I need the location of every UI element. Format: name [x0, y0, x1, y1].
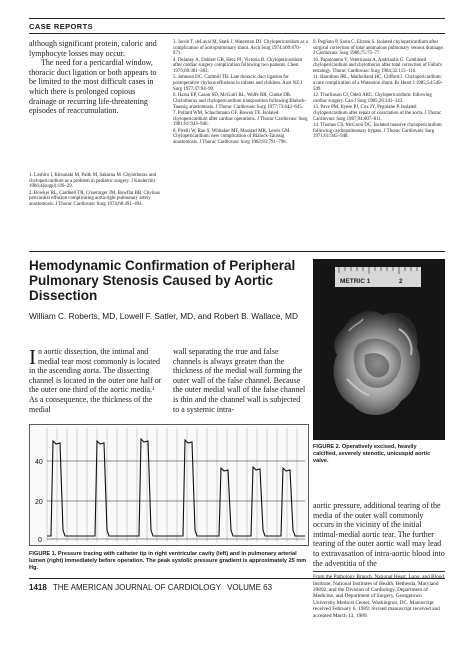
drop-cap: I	[29, 345, 36, 369]
article-col2	[173, 347, 306, 414]
ruler-label: METRIC 1	[340, 278, 371, 285]
affiliation-rule	[313, 571, 445, 572]
references-col3	[313, 40, 445, 141]
article-col1	[29, 347, 162, 414]
reference-item: 8. Pirelli W, Rao S, Whitaker MF, Mosstad MK, Lewis GM. Chylopericardium: new complication of Blalock-Taussig anastomosis. J Thorac Cardiovasc Surg 1982;83:791–798.	[173, 128, 291, 145]
article-authors: William C. Roberts, MD, Lowell F. Satler, MD, and Robert B. Wallace, MD	[29, 311, 298, 321]
footer-rule	[29, 578, 445, 579]
figure1-caption	[29, 551, 309, 571]
y-tick-label: 0	[38, 537, 42, 544]
article-col3-text: aortic pressure, additional tearing of the media of the outer wall commonly occurs in the vicinity of the initial intimal-medial aortic tear. The further tearing of the outer aortic wall may lead to extravasation of intra-aortic blood into the adventitia of the	[313, 501, 445, 568]
article-col1-text: n aortic dissection, the intimal and medial tear most commonly is located in the ascending aorta. The dissecting channel is located in the outer one half or the outer one third of the aortic media.¹ As a consequence, the thickness of the medial	[29, 347, 162, 414]
affiliation: Institute, National Institutes of Health, Bethesda, Maryland 20892, and the Division of Cardiology, Department of Medicine, and Department of Surgery, Georgetown University Medical Center, Washington, DC. Manuscript received February 6, 1989; revised manuscript received and accepted March 13, 1989.	[313, 580, 440, 619]
page-number: 1418	[29, 583, 47, 592]
figure2-caption-label: FIGURE 2.	[313, 444, 341, 450]
journal-volume: VOLUME 63	[227, 583, 273, 592]
references-col2	[173, 40, 308, 146]
figure2-caption-text: Operatively excised, heavily calcified, severely stenotic, unicuspid aortic valve.	[313, 444, 431, 464]
reference-item: 14. Thomas CS, McGoon DC. Isolated massive chylopericardium following cardiopulmonary bypass. J Thorac Cardiovasc Surg 1971;61:945–948.	[313, 122, 442, 140]
aortic-valve-photo	[313, 259, 445, 440]
reference-item: 2. Bowker RL, Cardnell TR, Crisemiger JM, Bowflat BB. Chylous pericardial effusion complicating aorta-right pulmonary artery anastomosis. J Thorac Cardiovasc Surg 1974;68:491–494.	[29, 190, 160, 208]
figure1-caption-text: Pressure tracing with catheter tip in right ventricular cavity (left) and in pulmonary arterial lumen (right) immediately before operation. The peak systolic pressure gradient is approximately 25 mm Hg.	[29, 551, 307, 571]
article-title: Hemodynamic Confirmation of Peripheral Pulmonary Stenosis Caused by Aortic Dissection	[29, 258, 296, 303]
figure1-caption-label: FIGURE 1.	[29, 551, 57, 557]
paragraph: although significant protein, caloric and lymphocyte losses may occur.	[29, 39, 157, 58]
reference-item: 9. Pegliato P, Sarin C, Eltrani S. Isolated chylopericardium after surgical correction of total anomalous pulmonary venous drainage. J Cardiovasc Surg 1986;75:75–77.	[313, 40, 444, 57]
ruler-digit: 2	[399, 278, 403, 285]
y-tick-label: 40	[35, 459, 43, 466]
reference-item: 1. Loshiro I, Kitsunaki M, Paith M, Sakuma M. Chylothorax and chylopericardium as a problem in pediatric surgery. J Kinderchir 1966;4(suppl):1f6–29.	[29, 173, 157, 190]
pressure-tracing-graph	[29, 424, 309, 546]
reference-item: 10. Papaioannu V, Veterinasia A, Andrianlis G. Combined chylopericardium and chylothorax after total correction of Fallot's tetralogy. Thorac Cardiovasc Surg 1984;32:115–116.	[313, 57, 443, 75]
reference-item: 3. Jacob T, deLaval M, Stark J, Waterston DJ. Chylopericardium as a complication of aortopulmonary shunt. Arch Surg 1974;109:870–871.	[173, 40, 308, 57]
figure2-photo	[313, 259, 445, 440]
reference-item: 13. Pave PM, Ilyese PJ, Cox JY, Pegulahe P. Isolated chylopericardium after repair of coarctation of the aorta. J Thorac Cardiovasc Surg 1987;94:807–811.	[313, 105, 442, 122]
reference-item: 6. Harsa EP, Cason SD, McGuirl RL, Wolfe RR, Clarke DR. Chylothorax and chylopericardium transposition following Blalock-Taussig anastomosis. J Thorac Cardiovasc Surg 1977;73:642–645.	[173, 93, 307, 110]
reference-item: 4. Delaney A, Dahlert GB, Herz PJ, Victoria B. Chylopericardium after cardiac surgery complication following two patients. Chest 1976;69:381–383.	[173, 57, 303, 75]
article-separator	[29, 251, 445, 252]
article-col3	[313, 501, 445, 619]
y-tick-label: 20	[35, 499, 43, 506]
reference-item: 5. Johnson DC, Cartmill TB. Late thoracic duct ligation for postoperative chylous effusions in infants and children. Aust NZ J Surg 1977;47:94–99.	[173, 75, 303, 92]
previous-article-text	[29, 39, 162, 116]
journal-name: THE AMERICAN JOURNAL OF CARDIOLOGY	[52, 583, 221, 592]
figure2-caption	[313, 444, 441, 464]
page-footer	[29, 583, 272, 592]
article-col2-text: wall separating the true and false channels is always greater than the thickness of the medial wall forming the outer wall of the false channel. Because the outer medial wall of the false channel is thin and the channel wall is subjected to a systemic intra-	[173, 347, 306, 414]
references-col1	[29, 173, 162, 208]
section-header: CASE REPORTS	[29, 22, 93, 31]
header-rule-bottom	[29, 33, 445, 34]
figure1-tracing	[29, 424, 309, 546]
reference-item: 11. Hamilton JRL, Mulholland HC, Clifford J. Chylopericardium: a rare complication of a Waterston shunt. Br Heart J 1985;54:549–549.	[313, 75, 444, 92]
reference-item: 7. Pollard WM, Schuchmann GF, Bowen TE. Isolated chylopericardium after cardiac operations. J Thorac Cardiovasc Surg 1981;81:943–946.	[173, 110, 308, 128]
header-rule-top	[29, 18, 445, 19]
paragraph: The need for a pericardial window, thoracic duct ligation or both appears to be limited to the most difficult cases in which there is prolonged copious drainage or recurring life-threatening episodes of reaccumulation.	[29, 58, 157, 116]
reference-item: 12. Thurlinson CI, Odell ARC. Chylopericardium: following cardiac surgery. Can J Surg 1985;28:341–343.	[313, 93, 432, 104]
